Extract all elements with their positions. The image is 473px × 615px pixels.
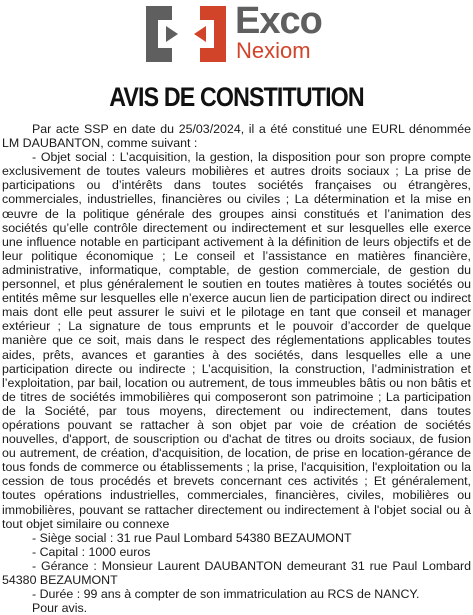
logo-mark-icon bbox=[138, 2, 234, 66]
duration-paragraph: - Durée : 99 ans à compter de son immatriculation au RCS de NANCY. bbox=[32, 587, 420, 602]
notice-body bbox=[2, 122, 471, 615]
head-office-paragraph: - Siège social : 31 rue Paul Lombard 54380 BEZAUMONT bbox=[32, 530, 352, 545]
closing-paragraph: Pour avis. bbox=[32, 601, 88, 615]
logo-brand: Exco bbox=[235, 0, 322, 42]
notice-title: AVIS DE CONSTITUTION bbox=[109, 82, 364, 112]
object-paragraph: - Objet social : L’acquisition, la gestion, la disposition pour son propre compte exclusivement de toutes valeurs mobilières et autres droits sociaux ; La prise de participations ou d’intérêts dans toutes sociétés françaises ou étrangères, commerciales, industrielles, financières ou civiles ; La détermination et la mise en œuvre de la politique générale des groupes ainsi constitués et l’animation des sociétés qu’elle contrôle directement ou indirectement et sur lesquelles elle exerce une influence notable en participant activement à la définition de leurs objectifs et de leur politique économique ; Le conseil et l’assistance en matières financière, administrative, informatique, comptable, de gestion commerciale, de gestion du personnel, et plus généralement le soutien en toutes matières à toutes sociétés ou entités même sur lesquelles elle n’exerce aucun lien de participation direct ou indirect mais dont elle peut assurer le suivi et le pilotage en tant que conseil et manager extérieur ; La signature de tous emprunts et le pouvoir d’accorder de quelque manière que ce soit, mais dans le respect des réglementations applicables toutes aides, prêts, avances et garanties à des sociétés, dans lesquelles elle a une participation directe ou indirecte ; L’acquisition, la construction, l’administration et l’exploitation, par bail, location ou autrement, de tous immeubles bâtis ou non bâtis et de titres de sociétés immobilières qui composeront son patrimoine ; La participation de la Société, par tous moyens, directement ou indirectement, dans toutes opérations pouvant se rattacher à son objet par voie de création de sociétés nouvelles, d'apport, de souscription ou d'achat de titres ou droits sociaux, de fusion ou autrement, de création, d'acquisition, de location, de prise en location-gérance de tous fonds de commerce ou établissements ; la prise, l'acquisition, l'exploitation ou la cession de tous procédés et brevets concernant ces activités ; Et généralement, toutes opérations industrielles, commerciales, financières, civiles, mobilières ou immobilières, pouvant se rattacher directement ou indirectement à l'objet social ou à tout objet similaire ou connexe bbox=[2, 150, 471, 531]
exco-nexiom-logo bbox=[138, 2, 338, 66]
logo-subbrand: Nexiom bbox=[236, 38, 311, 63]
management-paragraph: - Gérance : Monsieur Laurent DAUBANTON demeurant 31 rue Paul Lombard 54380 BEZAUMONT bbox=[2, 558, 471, 587]
intro-paragraph: Par acte SSP en date du 25/03/2024, il a été constitué une EURL dénommée LM DAUBANTON, comme suivant : bbox=[2, 122, 471, 151]
capital-paragraph: - Capital : 1000 euros bbox=[32, 544, 151, 559]
